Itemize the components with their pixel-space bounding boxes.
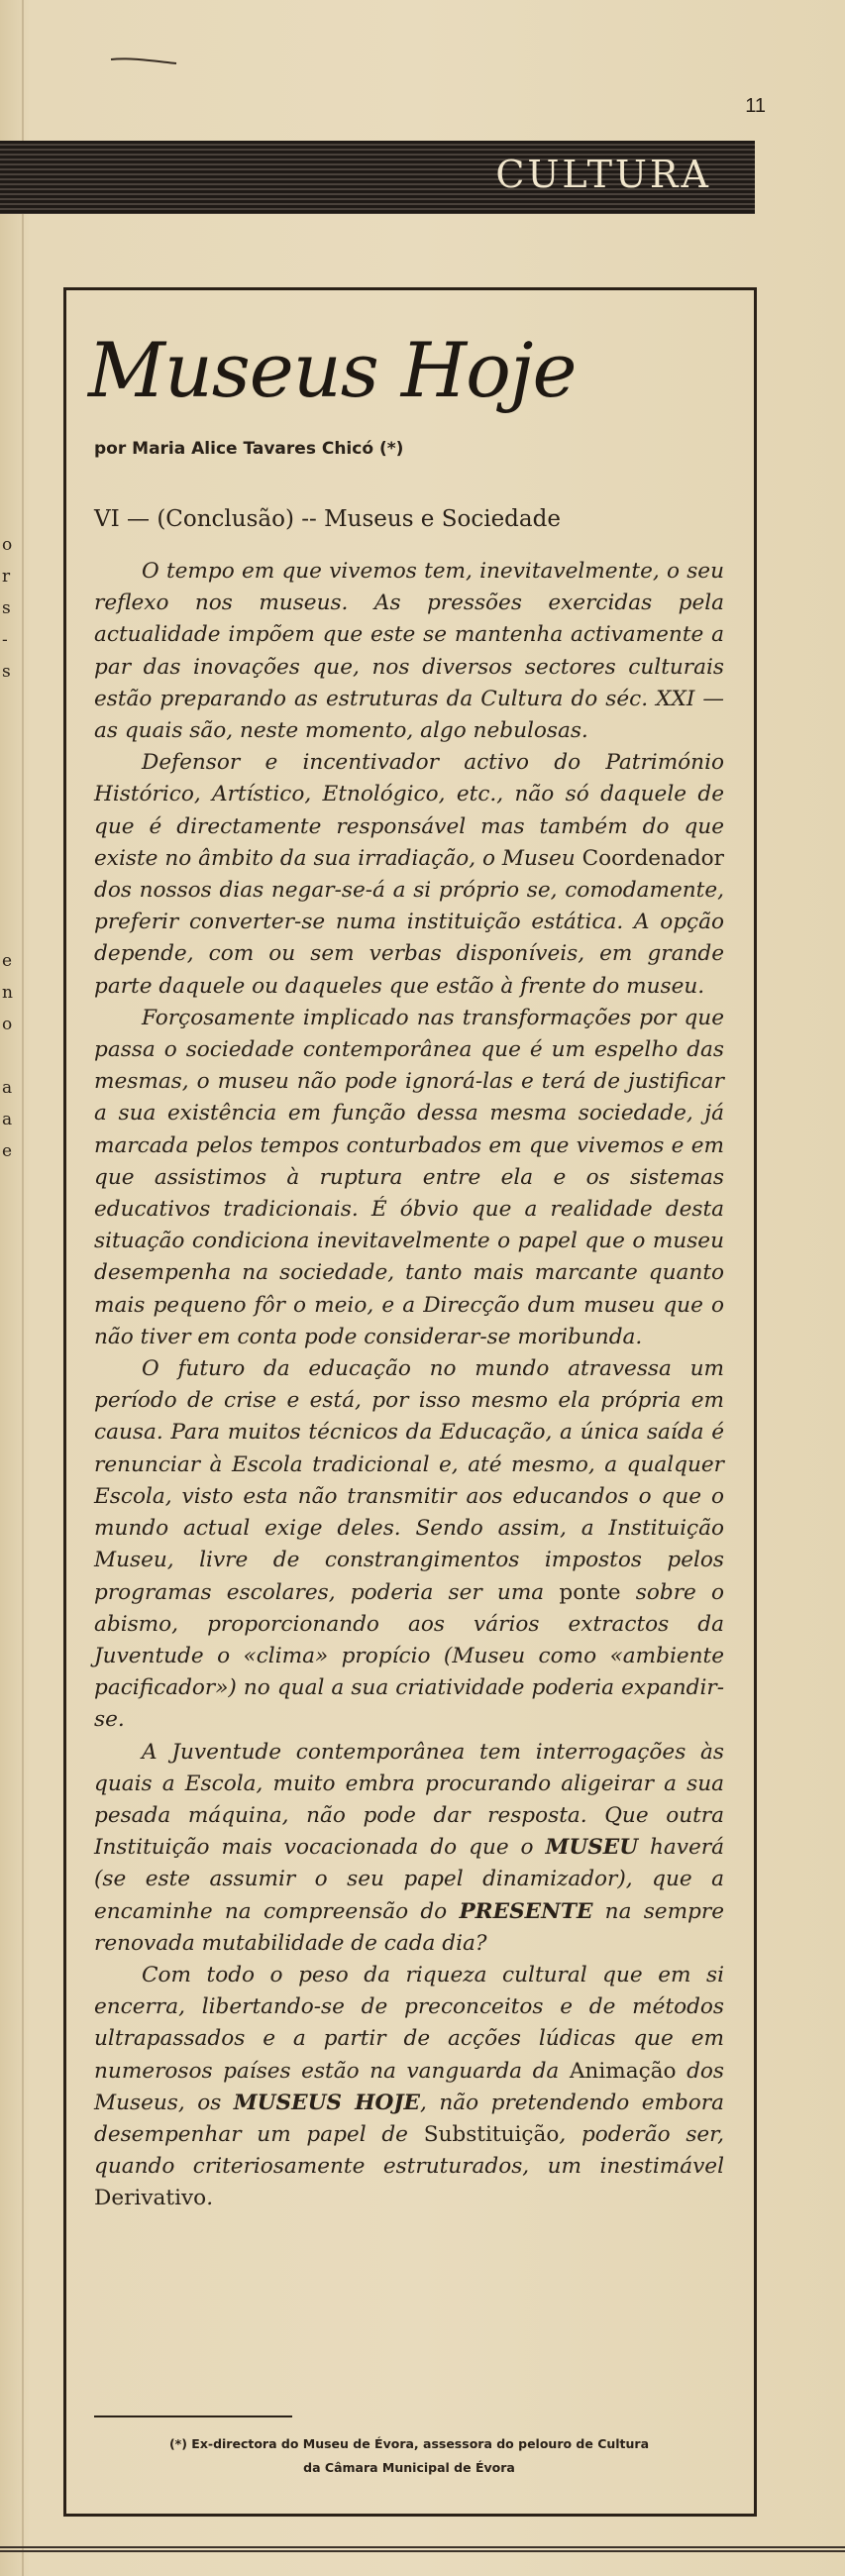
page-number: 11 (745, 95, 766, 117)
article-frame (63, 287, 757, 2517)
paragraph-text: na sempre renovada mutabilidade de cada dia? (94, 1898, 724, 1956)
margin-fragment: o (2, 535, 13, 555)
footnote-divider (94, 2415, 292, 2417)
emphasis-text: PRESENTE (459, 1898, 593, 1924)
paragraph-text: , poderão ser, quando criteriosamente estruturados, um inestimável (94, 2121, 724, 2180)
article-subtitle: VI — (Conclusão) -- Museus e Sociedade (94, 506, 561, 532)
paragraph (94, 1353, 724, 1736)
paragraph-text: A Juventude contemporânea tem interrogações às quais a Escola, muito embra procurando aligeirar a sua pesada máquina, não pode dar resposta. Que outra Instituição mais vocacionada do que o (94, 1739, 724, 1861)
emphasis-text: Derivativo (94, 2186, 207, 2211)
author-footnote (94, 2432, 724, 2480)
paragraph-text: Com todo o peso da riqueza cultural que em si encerra, libertando-se de preconceitos e de métodos ultrapassados e a partir de acções lúdicas que em numerosos países estão na vanguarda da (94, 1962, 724, 2084)
margin-fragment: a (2, 1078, 13, 1098)
emphasis-text: MUSEU (545, 1835, 639, 1861)
emphasis-text: MUSEUS HOJE (233, 2090, 421, 2115)
margin-fragment: n (2, 983, 13, 1003)
footnote-line: (*) Ex-directora do Museu de Évora, assessora do pelouro de Cultura (168, 2436, 650, 2451)
paragraph-text: . (206, 2186, 214, 2211)
paragraph-text: dos Museus, os (94, 2058, 724, 2115)
paragraph-text: Defensor e incentivador activo do Património Histórico, Artístico, Etnológico, etc., não só daquele de que é directamente responsável mas também do que existe no âmbito da sua irradiação, o Museu (94, 750, 724, 871)
section-title: CULTURA (495, 153, 711, 196)
margin-fragment: e (2, 951, 13, 971)
paragraph-text: dos nossos dias negar-se-á a si próprio se, comodamente, preferir converter-se numa instituição estática. A opção depende, com ou sem verbas disponíveis, em grande parte daquele ou daqueles que estão à frente do museu. (94, 878, 724, 999)
article-headline: Museus Hoje (88, 326, 577, 414)
paragraph-text: , não pretendendo embora desempenhar um papel de (94, 2090, 724, 2147)
paragraph-text: O futuro da educação no mundo atravessa um período de crise e está, por isso mesmo ela própria em causa. Para muitos técnicos da Educação, a única saída é renunciar à Escola tradicional e, até mesmo, a qualquer Escola, visto esta não transmitir aos educandos o que o mundo actual exige deles. Sendo assim, a Instituição Museu, livre de constrangimentos impostos pelos programas escolares, poderia ser uma (94, 1356, 724, 1605)
paragraph-text: O tempo em que vivemos tem, inevitavelmente, o seu reflexo nos museus. As pressões exercidas pela actualidade impõem que este se mantenha activamente a par das inovações que, nos diversos sectores culturais estão preparando as estruturas da Cultura do séc. XXI — as quais são, neste momento, algo nebulosas. (94, 559, 724, 744)
emphasis-text: Animação (569, 2058, 677, 2084)
article-byline: por Maria Alice Tavares Chicó (*) (94, 439, 404, 459)
paragraph (94, 1737, 724, 1960)
margin-fragment: s (2, 598, 11, 618)
pen-mark-icon (109, 55, 178, 65)
paragraph-text: sobre o abismo, proporcionando aos vários extractos da Juventude o «clima» propício (Museu como «ambiente pacificador») no qual a sua criatividade poderia expandir-se. (94, 1579, 724, 1733)
emphasis-text: Substituição (423, 2121, 560, 2147)
paragraph (94, 1960, 724, 2215)
margin-fragment: e (2, 1141, 13, 1161)
paragraph (94, 1003, 724, 1353)
article-body (94, 556, 724, 2215)
page-fold-line (22, 0, 24, 2576)
emphasis-text: ponte (559, 1579, 621, 1605)
paragraph-text: haverá (se este assumir o seu papel dinamizador), que a encaminhe na compreensão do (94, 1835, 724, 1924)
margin-fragment: r (2, 567, 11, 587)
bottom-rule (0, 2546, 845, 2552)
margin-fragment: s (2, 662, 11, 682)
margin-fragment: o (2, 1015, 13, 1034)
section-banner (0, 141, 755, 214)
paragraph-text: Forçosamente implicado nas transformações por que passa o sociedade contemporânea que é um espelho das mesmas, o museu não pode ignorá-las e terá de justificar a sua existência em função dessa mesma sociedade, já marcada pelos tempos conturbados em que vivemos e em que assistimos à ruptura entre ela e os sistemas educativos tradicionais. É óbvio que a realidade desta situação condiciona inevitavelmente o papel que o museu desempenha na sociedade, tanto mais marcante quanto mais pequeno fôr o meio, e a Direcção dum museu que o não tiver em conta pode considerar-se moribunda. (94, 1005, 724, 1349)
paragraph (94, 747, 724, 1003)
footnote-line: da Câmara Municipal de Évora (303, 2460, 515, 2475)
margin-fragment: a (2, 1110, 13, 1129)
margin-fragment: - (2, 630, 8, 650)
emphasis-text: Coordenador (581, 845, 724, 871)
paragraph (94, 556, 724, 747)
